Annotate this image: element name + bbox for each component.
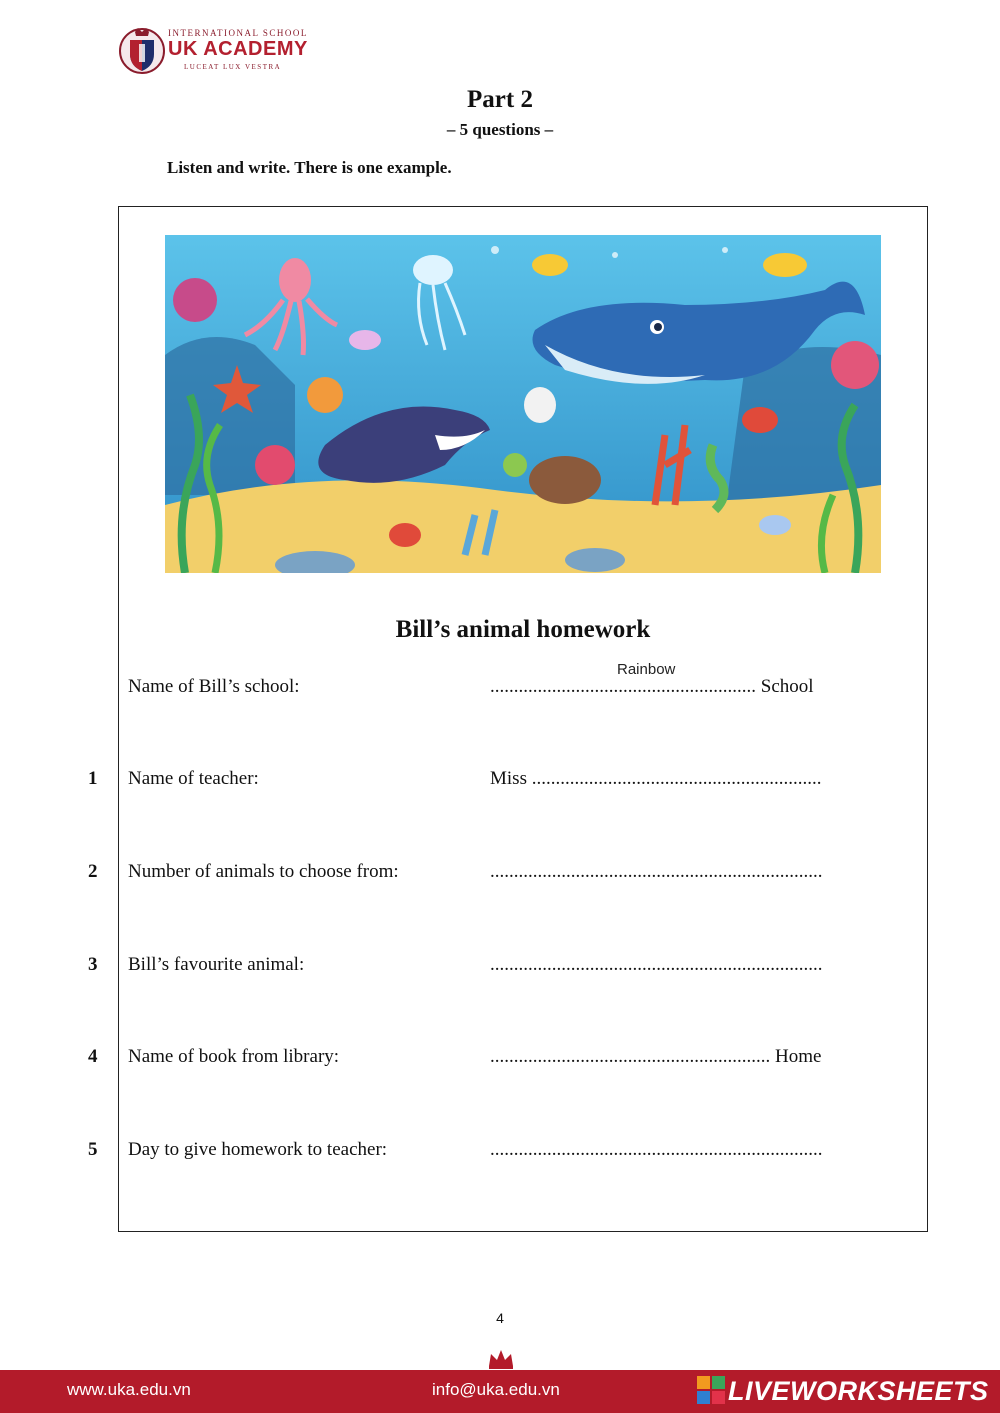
question-label: Bill’s favourite animal:	[128, 954, 305, 975]
question-row-1	[0, 768, 1000, 798]
question-label: Name of teacher:	[128, 768, 259, 789]
question-label: Number of animals to choose from:	[128, 861, 399, 882]
answer-field-2[interactable]: ......................................................................	[490, 861, 823, 882]
question-number: 2	[88, 861, 98, 882]
question-row-2	[0, 861, 1000, 891]
part-subtitle: – 5 questions –	[446, 120, 554, 139]
question-number: 5	[88, 1139, 98, 1160]
logo-line-1: INTERNATIONAL SCHOOL	[168, 28, 308, 38]
example-label: Name of Bill’s school:	[128, 676, 300, 697]
question-row-5	[0, 1139, 1000, 1169]
crest-icon	[118, 24, 166, 76]
underwater-scene-illustration	[165, 235, 881, 573]
school-logo	[118, 24, 308, 78]
question-number: 1	[88, 768, 98, 789]
question-label: Name of book from library:	[128, 1046, 340, 1067]
liveworksheets-watermark: LIVEWORKSHEETS	[728, 1376, 989, 1406]
answer-field-5[interactable]: ......................................................................	[490, 1139, 823, 1160]
crown-icon	[486, 1346, 516, 1370]
example-answer: Rainbow	[617, 661, 676, 678]
footer-bar	[0, 1370, 1000, 1413]
logo-name: UK ACADEMY	[168, 38, 308, 60]
question-row-3	[0, 954, 1000, 984]
example-row	[0, 676, 1000, 706]
liveworksheets-badge-icon	[697, 1376, 725, 1404]
example-answer-line: ........................................................ School	[490, 676, 814, 697]
question-number: 3	[88, 954, 98, 975]
footer-email[interactable]: info@uka.edu.vn	[432, 1380, 560, 1399]
part-title: Part 2	[467, 86, 533, 113]
logo-motto: LUCEAT LUX VESTRA	[184, 63, 282, 71]
homework-title: Bill’s animal homework	[395, 616, 651, 643]
instruction-text: Listen and write. There is one example.	[167, 158, 452, 177]
page-number: 4	[496, 1310, 504, 1326]
footer-website[interactable]: www.uka.edu.vn	[67, 1380, 191, 1399]
question-label: Day to give homework to teacher:	[128, 1139, 388, 1160]
answer-field-1[interactable]: Miss .............................................................	[490, 768, 822, 789]
answer-field-4[interactable]: ........................................................... Home	[490, 1046, 822, 1067]
question-row-4	[0, 1046, 1000, 1076]
answer-field-3[interactable]: ......................................................................	[490, 954, 823, 975]
question-number: 4	[88, 1046, 98, 1067]
